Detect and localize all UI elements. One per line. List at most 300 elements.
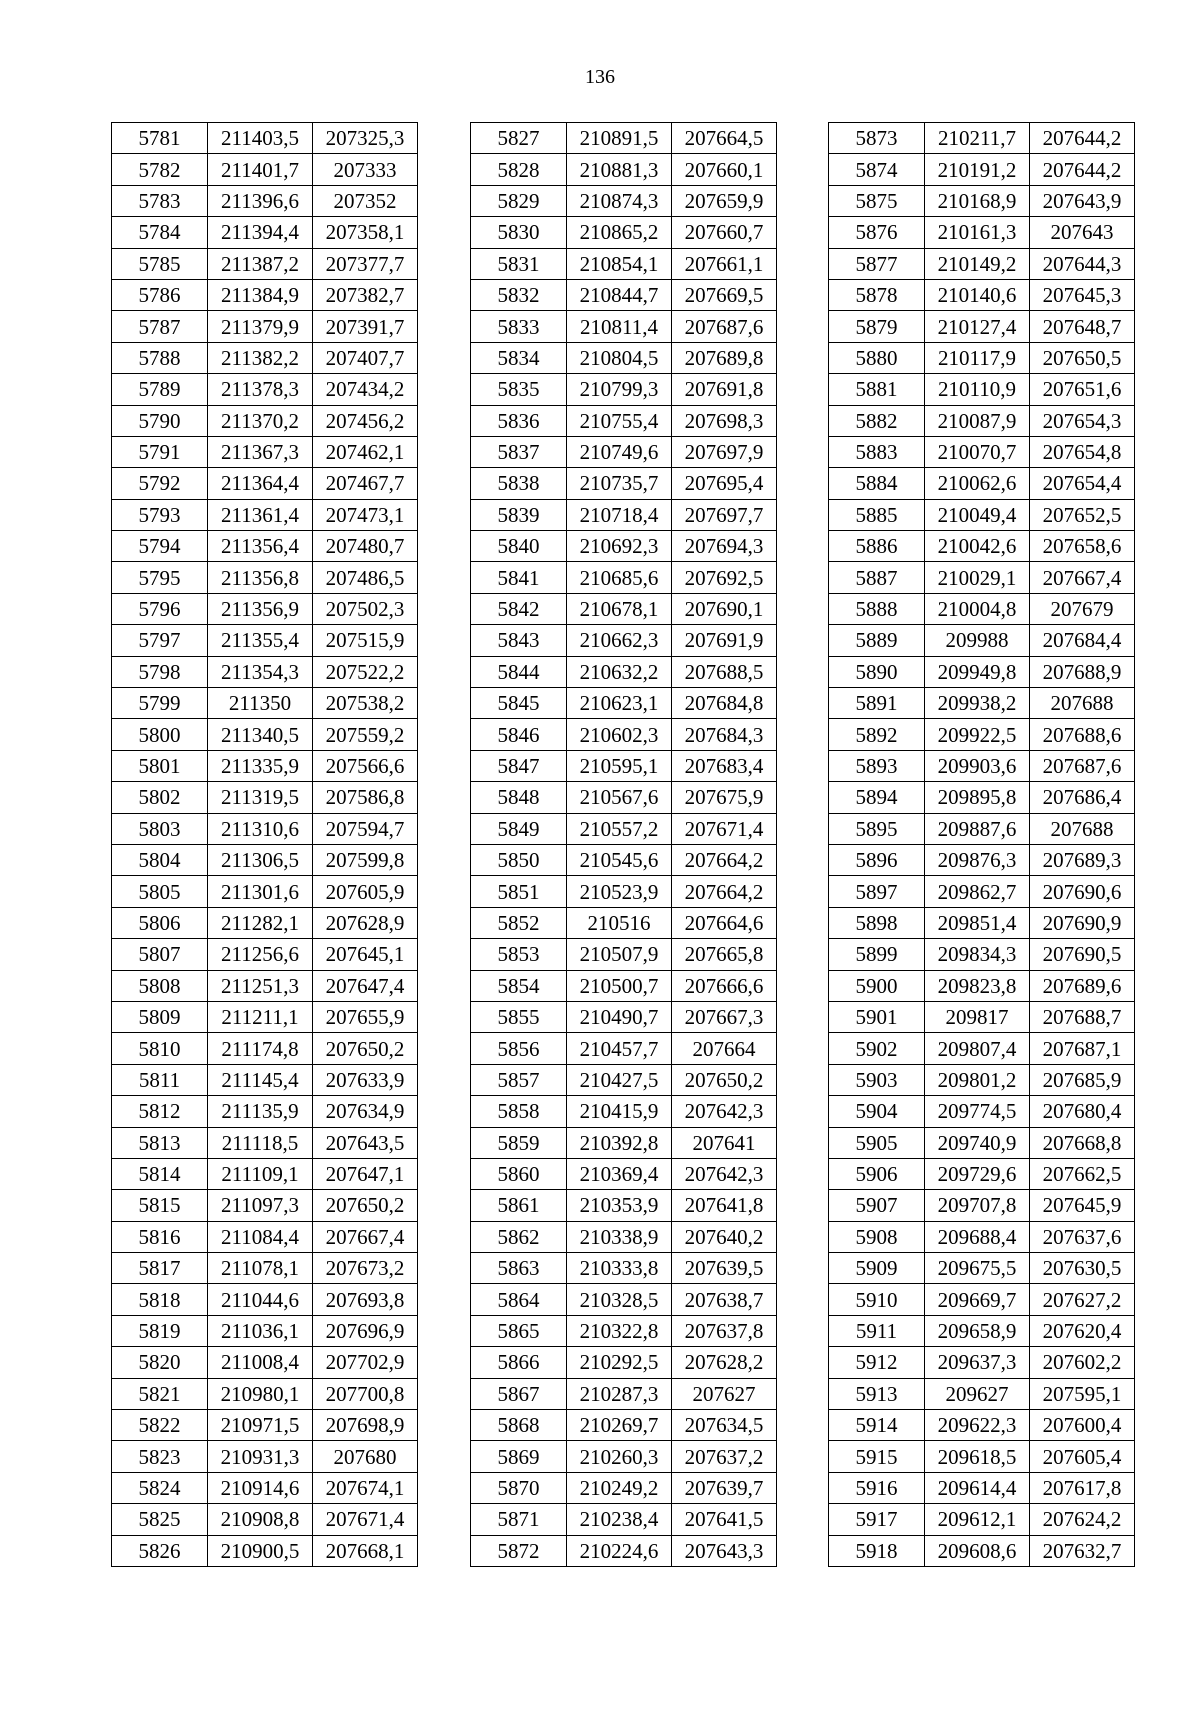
point-number-cell: 5903 [829,1064,925,1095]
table-row [471,1253,777,1284]
x-coordinate-cell: 210811,4 [567,311,672,342]
x-coordinate-cell: 209774,5 [925,1096,1030,1127]
table-row [112,405,418,436]
y-coordinate-cell: 207684,8 [672,688,777,719]
y-coordinate-cell: 207673,2 [313,1253,418,1284]
point-number-cell: 5888 [829,593,925,624]
table-row [471,782,777,813]
table-row [829,844,1135,875]
table-row [112,1441,418,1472]
point-number-cell: 5834 [471,342,567,373]
y-coordinate-cell: 207637,2 [672,1441,777,1472]
table-row [829,1347,1135,1378]
x-coordinate-cell: 210891,5 [567,123,672,154]
x-coordinate-cell: 210545,6 [567,844,672,875]
y-coordinate-cell: 207642,3 [672,1096,777,1127]
point-number-cell: 5791 [112,436,208,467]
table-row [471,1472,777,1503]
x-coordinate-cell: 209876,3 [925,844,1030,875]
table-row [112,1472,418,1503]
table-row [829,939,1135,970]
y-coordinate-cell: 207559,2 [313,719,418,750]
y-coordinate-cell: 207666,6 [672,970,777,1001]
point-number-cell: 5802 [112,782,208,813]
point-number-cell: 5782 [112,154,208,185]
x-coordinate-cell: 210523,9 [567,876,672,907]
point-number-cell: 5838 [471,468,567,499]
y-coordinate-cell: 207688 [1030,688,1135,719]
y-coordinate-cell: 207648,7 [1030,311,1135,342]
point-number-cell: 5873 [829,123,925,154]
y-coordinate-cell: 207675,9 [672,782,777,813]
table-row [112,939,418,970]
y-coordinate-cell: 207566,6 [313,750,418,781]
x-coordinate-cell: 209862,7 [925,876,1030,907]
x-coordinate-cell: 210127,4 [925,311,1030,342]
x-coordinate-cell: 211356,4 [208,531,313,562]
table-row [112,499,418,530]
y-coordinate-cell: 207456,2 [313,405,418,436]
x-coordinate-cell: 210211,7 [925,123,1030,154]
table-row [829,217,1135,248]
y-coordinate-cell: 207668,1 [313,1535,418,1566]
x-coordinate-cell: 210854,1 [567,248,672,279]
table-row [112,970,418,1001]
y-coordinate-cell: 207688 [1030,813,1135,844]
table-row [112,185,418,216]
y-coordinate-cell: 207690,1 [672,593,777,624]
table-row [829,1001,1135,1032]
point-number-cell: 5902 [829,1033,925,1064]
point-number-cell: 5833 [471,311,567,342]
table-row [471,1127,777,1158]
table-row [471,468,777,499]
y-coordinate-cell: 207664,6 [672,907,777,938]
point-number-cell: 5906 [829,1158,925,1189]
y-coordinate-cell: 207652,5 [1030,499,1135,530]
y-coordinate-cell: 207620,4 [1030,1315,1135,1346]
table-row [829,1158,1135,1189]
y-coordinate-cell: 207391,7 [313,311,418,342]
point-number-cell: 5792 [112,468,208,499]
point-number-cell: 5898 [829,907,925,938]
point-number-cell: 5891 [829,688,925,719]
point-number-cell: 5826 [112,1535,208,1566]
point-number-cell: 5801 [112,750,208,781]
x-coordinate-cell: 211319,5 [208,782,313,813]
y-coordinate-cell: 207325,3 [313,123,418,154]
table-row [829,342,1135,373]
table-row [829,782,1135,813]
table-row [829,625,1135,656]
table-row [471,1504,777,1535]
table-row [829,279,1135,310]
y-coordinate-cell: 207647,1 [313,1158,418,1189]
table-row [112,1221,418,1252]
table-row [112,531,418,562]
y-coordinate-cell: 207668,8 [1030,1127,1135,1158]
y-coordinate-cell: 207667,3 [672,1001,777,1032]
table-row [112,719,418,750]
point-number-cell: 5877 [829,248,925,279]
point-number-cell: 5830 [471,217,567,248]
y-coordinate-cell: 207639,5 [672,1253,777,1284]
y-coordinate-cell: 207382,7 [313,279,418,310]
y-coordinate-cell: 207664,5 [672,123,777,154]
y-coordinate-cell: 207684,3 [672,719,777,750]
y-coordinate-cell: 207407,7 [313,342,418,373]
y-coordinate-cell: 207688,6 [1030,719,1135,750]
x-coordinate-cell: 210292,5 [567,1347,672,1378]
x-coordinate-cell: 211387,2 [208,248,313,279]
y-coordinate-cell: 207643,3 [672,1535,777,1566]
point-number-cell: 5814 [112,1158,208,1189]
x-coordinate-cell: 210804,5 [567,342,672,373]
y-coordinate-cell: 207627,2 [1030,1284,1135,1315]
point-number-cell: 5794 [112,531,208,562]
x-coordinate-cell: 211350 [208,688,313,719]
point-number-cell: 5901 [829,1001,925,1032]
point-number-cell: 5916 [829,1472,925,1503]
x-coordinate-cell: 210735,7 [567,468,672,499]
y-coordinate-cell: 207667,4 [313,1221,418,1252]
y-coordinate-cell: 207641 [672,1127,777,1158]
x-coordinate-cell: 210874,3 [567,185,672,216]
y-coordinate-cell: 207687,6 [1030,750,1135,781]
table-row [471,1096,777,1127]
y-coordinate-cell: 207467,7 [313,468,418,499]
x-coordinate-cell: 210602,3 [567,719,672,750]
table-row [112,1535,418,1566]
table-row [829,123,1135,154]
y-coordinate-cell: 207692,5 [672,562,777,593]
table-row [471,405,777,436]
table-row [471,813,777,844]
table-row [471,876,777,907]
x-coordinate-cell: 210260,3 [567,1441,672,1472]
point-number-cell: 5808 [112,970,208,1001]
table-row [829,436,1135,467]
table-row [112,342,418,373]
point-number-cell: 5865 [471,1315,567,1346]
table-row [829,970,1135,1001]
point-number-cell: 5840 [471,531,567,562]
x-coordinate-cell: 210333,8 [567,1253,672,1284]
x-coordinate-cell: 210507,9 [567,939,672,970]
table-row [829,1190,1135,1221]
table-row [829,1033,1135,1064]
table-row [112,436,418,467]
y-coordinate-cell: 207688,5 [672,656,777,687]
y-coordinate-cell: 207639,7 [672,1472,777,1503]
x-coordinate-cell: 209988 [925,625,1030,656]
y-coordinate-cell: 207647,4 [313,970,418,1001]
table-row [829,1535,1135,1566]
y-coordinate-cell: 207480,7 [313,531,418,562]
table-row [112,688,418,719]
table-row [829,405,1135,436]
point-number-cell: 5870 [471,1472,567,1503]
y-coordinate-cell: 207634,5 [672,1410,777,1441]
x-coordinate-cell: 211118,5 [208,1127,313,1158]
point-number-cell: 5812 [112,1096,208,1127]
y-coordinate-cell: 207644,2 [1030,123,1135,154]
y-coordinate-cell: 207659,9 [672,185,777,216]
table-row [112,844,418,875]
point-number-cell: 5883 [829,436,925,467]
point-number-cell: 5899 [829,939,925,970]
table-row [829,907,1135,938]
y-coordinate-cell: 207689,8 [672,342,777,373]
point-number-cell: 5789 [112,374,208,405]
x-coordinate-cell: 209608,6 [925,1535,1030,1566]
y-coordinate-cell: 207687,6 [672,311,777,342]
coordinate-table-1 [111,122,418,1567]
point-number-cell: 5829 [471,185,567,216]
point-number-cell: 5819 [112,1315,208,1346]
table-row [112,374,418,405]
x-coordinate-cell: 211401,7 [208,154,313,185]
x-coordinate-cell: 211078,1 [208,1253,313,1284]
x-coordinate-cell: 209622,3 [925,1410,1030,1441]
x-coordinate-cell: 211356,8 [208,562,313,593]
point-number-cell: 5817 [112,1253,208,1284]
table-row [471,1535,777,1566]
point-number-cell: 5827 [471,123,567,154]
table-row [471,342,777,373]
table-row [112,593,418,624]
point-number-cell: 5882 [829,405,925,436]
table-row [112,876,418,907]
point-number-cell: 5913 [829,1378,925,1409]
y-coordinate-cell: 207697,9 [672,436,777,467]
x-coordinate-cell: 210328,5 [567,1284,672,1315]
x-coordinate-cell: 210042,6 [925,531,1030,562]
y-coordinate-cell: 207688,7 [1030,1001,1135,1032]
point-number-cell: 5889 [829,625,925,656]
point-number-cell: 5824 [112,1472,208,1503]
point-number-cell: 5797 [112,625,208,656]
y-coordinate-cell: 207695,4 [672,468,777,499]
point-number-cell: 5800 [112,719,208,750]
y-coordinate-cell: 207689,3 [1030,844,1135,875]
table-row [829,688,1135,719]
y-coordinate-cell: 207683,4 [672,750,777,781]
x-coordinate-cell: 210755,4 [567,405,672,436]
point-number-cell: 5875 [829,185,925,216]
point-number-cell: 5841 [471,562,567,593]
x-coordinate-cell: 210168,9 [925,185,1030,216]
point-number-cell: 5784 [112,217,208,248]
x-coordinate-cell: 210238,4 [567,1504,672,1535]
point-number-cell: 5884 [829,468,925,499]
point-number-cell: 5874 [829,154,925,185]
x-coordinate-cell: 210557,2 [567,813,672,844]
coordinate-table-3 [828,122,1135,1567]
y-coordinate-cell: 207645,9 [1030,1190,1135,1221]
y-coordinate-cell: 207352 [313,185,418,216]
y-coordinate-cell: 207654,4 [1030,468,1135,499]
y-coordinate-cell: 207486,5 [313,562,418,593]
x-coordinate-cell: 211282,1 [208,907,313,938]
y-coordinate-cell: 207679 [1030,593,1135,624]
point-number-cell: 5893 [829,750,925,781]
point-number-cell: 5886 [829,531,925,562]
table-row [829,719,1135,750]
point-number-cell: 5907 [829,1190,925,1221]
point-number-cell: 5911 [829,1315,925,1346]
y-coordinate-cell: 207634,9 [313,1096,418,1127]
x-coordinate-cell: 209675,5 [925,1253,1030,1284]
x-coordinate-cell: 210062,6 [925,468,1030,499]
y-coordinate-cell: 207655,9 [313,1001,418,1032]
point-number-cell: 5914 [829,1410,925,1441]
table-row [112,1504,418,1535]
point-number-cell: 5836 [471,405,567,436]
x-coordinate-cell: 211361,4 [208,499,313,530]
x-coordinate-cell: 210931,3 [208,1441,313,1472]
y-coordinate-cell: 207624,2 [1030,1504,1135,1535]
y-coordinate-cell: 207693,8 [313,1284,418,1315]
x-coordinate-cell: 210070,7 [925,436,1030,467]
table-row [471,1158,777,1189]
y-coordinate-cell: 207628,9 [313,907,418,938]
point-number-cell: 5849 [471,813,567,844]
table-row [112,1253,418,1284]
y-coordinate-cell: 207660,7 [672,217,777,248]
x-coordinate-cell: 210718,4 [567,499,672,530]
x-coordinate-cell: 210249,2 [567,1472,672,1503]
x-coordinate-cell: 211301,6 [208,876,313,907]
point-number-cell: 5832 [471,279,567,310]
x-coordinate-cell: 211135,9 [208,1096,313,1127]
point-number-cell: 5781 [112,123,208,154]
point-number-cell: 5872 [471,1535,567,1566]
point-number-cell: 5847 [471,750,567,781]
table-row [471,656,777,687]
x-coordinate-cell: 210623,1 [567,688,672,719]
x-coordinate-cell: 209707,8 [925,1190,1030,1221]
y-coordinate-cell: 207684,4 [1030,625,1135,656]
point-number-cell: 5831 [471,248,567,279]
point-number-cell: 5904 [829,1096,925,1127]
point-number-cell: 5859 [471,1127,567,1158]
point-number-cell: 5905 [829,1127,925,1158]
point-number-cell: 5867 [471,1378,567,1409]
table-row [829,1221,1135,1252]
x-coordinate-cell: 210749,6 [567,436,672,467]
table-row [112,1284,418,1315]
x-coordinate-cell: 209801,2 [925,1064,1030,1095]
table-row [829,1410,1135,1441]
x-coordinate-cell: 209895,8 [925,782,1030,813]
point-number-cell: 5783 [112,185,208,216]
y-coordinate-cell: 207662,5 [1030,1158,1135,1189]
x-coordinate-cell: 210490,7 [567,1001,672,1032]
table-row [471,970,777,1001]
table-row [471,1221,777,1252]
table-row [829,154,1135,185]
y-coordinate-cell: 207643,9 [1030,185,1135,216]
x-coordinate-cell: 211379,9 [208,311,313,342]
point-number-cell: 5908 [829,1221,925,1252]
y-coordinate-cell: 207637,6 [1030,1221,1135,1252]
point-number-cell: 5861 [471,1190,567,1221]
point-number-cell: 5786 [112,279,208,310]
y-coordinate-cell: 207674,1 [313,1472,418,1503]
point-number-cell: 5856 [471,1033,567,1064]
table-row [829,656,1135,687]
point-number-cell: 5788 [112,342,208,373]
table-row [471,217,777,248]
x-coordinate-cell: 210881,3 [567,154,672,185]
table-row [112,1096,418,1127]
table-row [112,1410,418,1441]
x-coordinate-cell: 210980,1 [208,1378,313,1409]
point-number-cell: 5813 [112,1127,208,1158]
table-row [471,1190,777,1221]
table-row [471,1001,777,1032]
y-coordinate-cell: 207702,9 [313,1347,418,1378]
table-row [471,939,777,970]
y-coordinate-cell: 207694,3 [672,531,777,562]
y-coordinate-cell: 207688,9 [1030,656,1135,687]
table-row [112,1378,418,1409]
point-number-cell: 5845 [471,688,567,719]
point-number-cell: 5853 [471,939,567,970]
table-row [829,1504,1135,1535]
x-coordinate-cell: 211367,3 [208,436,313,467]
point-number-cell: 5823 [112,1441,208,1472]
y-coordinate-cell: 207641,5 [672,1504,777,1535]
point-number-cell: 5887 [829,562,925,593]
point-number-cell: 5843 [471,625,567,656]
x-coordinate-cell: 210322,8 [567,1315,672,1346]
point-number-cell: 5866 [471,1347,567,1378]
table-row [471,1064,777,1095]
point-number-cell: 5839 [471,499,567,530]
y-coordinate-cell: 207595,1 [1030,1378,1135,1409]
x-coordinate-cell: 209658,9 [925,1315,1030,1346]
x-coordinate-cell: 210678,1 [567,593,672,624]
y-coordinate-cell: 207645,3 [1030,279,1135,310]
table-row [471,311,777,342]
y-coordinate-cell: 207638,7 [672,1284,777,1315]
x-coordinate-cell: 210149,2 [925,248,1030,279]
y-coordinate-cell: 207665,8 [672,939,777,970]
table-row [471,750,777,781]
point-number-cell: 5863 [471,1253,567,1284]
table-row [112,750,418,781]
table-row [471,436,777,467]
x-coordinate-cell: 210500,7 [567,970,672,1001]
y-coordinate-cell: 207633,9 [313,1064,418,1095]
point-number-cell: 5895 [829,813,925,844]
table-row [112,123,418,154]
x-coordinate-cell: 211378,3 [208,374,313,405]
y-coordinate-cell: 207434,2 [313,374,418,405]
point-number-cell: 5799 [112,688,208,719]
table-row [112,562,418,593]
x-coordinate-cell: 209834,3 [925,939,1030,970]
table-row [112,782,418,813]
table-row [471,688,777,719]
y-coordinate-cell: 207689,6 [1030,970,1135,1001]
y-coordinate-cell: 207660,1 [672,154,777,185]
table-row [829,248,1135,279]
y-coordinate-cell: 207594,7 [313,813,418,844]
table-row [829,593,1135,624]
